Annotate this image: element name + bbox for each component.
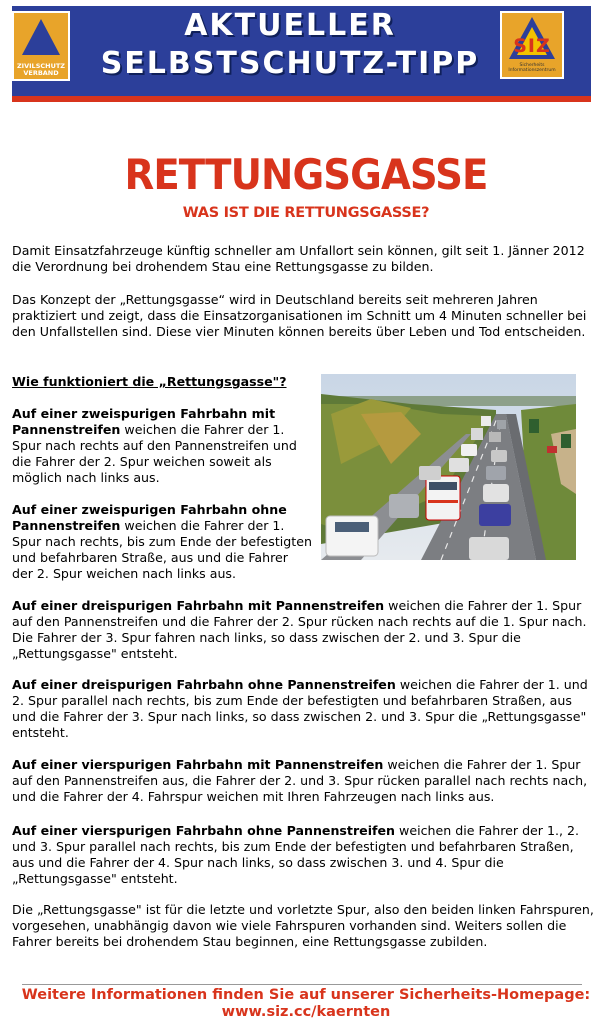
- footer-divider: [22, 984, 582, 985]
- footer-info-text: Weitere Informationen finden Sie auf unserer Sicherheits-Homepage:: [21, 987, 591, 1003]
- blue-triangle-icon: [20, 17, 62, 57]
- siz-logo: [500, 11, 564, 79]
- banner-title-line1: AKTUELLER: [184, 8, 396, 43]
- siz-sub-line2: Informationszentrum: [508, 68, 556, 73]
- section-heading: Wie funktioniert die „Rettungsgasse"?: [12, 374, 287, 389]
- rule-text: weichen die Fahrer der 1. Spur nach rechts auf den Pannenstreifen und die Fahrer der 2. Spur weichen soweit als möglich nach links aus.: [12, 422, 297, 485]
- footer-link[interactable]: www.siz.cc/kaernten: [221, 1004, 391, 1020]
- rule-text: weichen die Fahrer der 1. Spur auf den Pannenstreifen und die Fahrer der 2. Spur rücken nach rechts auf die 1. Spur nach. Die Fahrer der 3. Spur fahren nach links, so dass zwischen der 2. und 3. Spur die „Rettungsgasse" entsteht.: [12, 598, 587, 661]
- logo-left-text2: VERBAND: [23, 69, 59, 77]
- highway-traffic-photo: [321, 374, 576, 560]
- siz-logo-subtext: [502, 63, 562, 73]
- page-title: RETTUNGSGASSE: [124, 150, 488, 199]
- page-subtitle: WAS IST DIE RETTUNGSGASSE?: [182, 205, 430, 221]
- intro-paragraph-1: Damit Einsatzfahrzeuge künftig schneller am Unfallort sein können, gilt seit 1. Jänner 2012 die Verordnung bei drohendem Stau eine Rettungsgasse zu bilden.: [12, 243, 585, 274]
- rule-bold: Auf einer zweispurigen Fahrbahn mit Pannenstreifen: [12, 406, 276, 437]
- rule-bold: Auf einer zweispurigen Fahrbahn ohne Pannenstreifen: [12, 502, 287, 533]
- rule-bold: Auf einer dreispurigen Fahrbahn mit Pannenstreifen: [12, 598, 385, 613]
- zivilschutz-logo: [12, 11, 70, 81]
- siz-sub-line1: Sicherheits: [519, 63, 545, 68]
- rule-bold: Auf einer vierspurigen Fahrbahn mit Pannenstreifen: [12, 757, 384, 772]
- logo-left-text1: ZIVILSCHUTZ: [16, 62, 66, 70]
- rule-paragraph: [12, 502, 312, 582]
- banner-title-line2: SELBSTSCHUTZ-TIPP: [100, 46, 480, 81]
- rule-paragraph: [12, 757, 594, 805]
- closing-paragraph: Die „Rettungsgasse" ist für die letzte und vorletzte Spur, also den beiden linken Fahrspuren, vorgesehen, unabhängig davon wie viele Fahrspuren vorhanden sind. Weiters sollen die Fahrer bereits bei drohendem Stau beginnen, eine Rettungsgasse zubilden.: [12, 902, 594, 949]
- siz-logo-word: SIZ: [513, 35, 551, 57]
- rule-text: weichen die Fahrer der 1., 2. und 3. Spur parallel nach rechts, bis zum Ende der befestigten und befahrbaren Straßen, aus und die Fahrer der 4. Spur nach links, so dass zwischen 3. und 4. Spur die „Rettungsgasse" entsteht.: [12, 823, 580, 886]
- rule-paragraph: [12, 406, 312, 486]
- rule-paragraph: [12, 598, 594, 662]
- rule-text: weichen die Fahrer der 1. Spur auf den Pannenstreifen aus, die Fahrer der 2. und 3. Spur rücken parallel nach rechts nach, und die Fahrer der 4. Fahrspur weichen mit Ihren Fahrzeugen nach links aus.: [12, 757, 588, 804]
- intro-paragraph-2: Das Konzept der „Rettungsgasse“ wird in Deutschland bereits seit mehreren Jahren praktiziert und zeigt, dass die Einsatzorganisationen im Schnitt um 4 Minuten schneller bei den Unfallstellen sind. Diese vier Minuten können bereits über Leben und Tod entscheiden.: [12, 292, 587, 339]
- rule-paragraph: [12, 823, 594, 887]
- rule-paragraph: [12, 677, 594, 741]
- rule-text: weichen die Fahrer der 1. und 2. Spur parallel nach rechts, bis zum Ende der befestigten und befahrbaren Straßen, aus und die Fahrer der 3. Spur nach links, so dass zwischen 2. und 3. Spur die „Rettungsgasse" entsteht.: [12, 677, 588, 740]
- rule-text: weichen die Fahrer der 1. Spur nach rechts, bis zum Ende der befestigten und befahrbaren Straße, aus und die Fahrer der 2. Spur weichen nach links aus.: [12, 518, 312, 581]
- rule-bold: Auf einer vierspurigen Fahrbahn ohne Pannenstreifen: [12, 823, 396, 838]
- rule-bold: Auf einer dreispurigen Fahrbahn ohne Pannenstreifen: [12, 677, 396, 692]
- header-red-stripe: [12, 96, 591, 102]
